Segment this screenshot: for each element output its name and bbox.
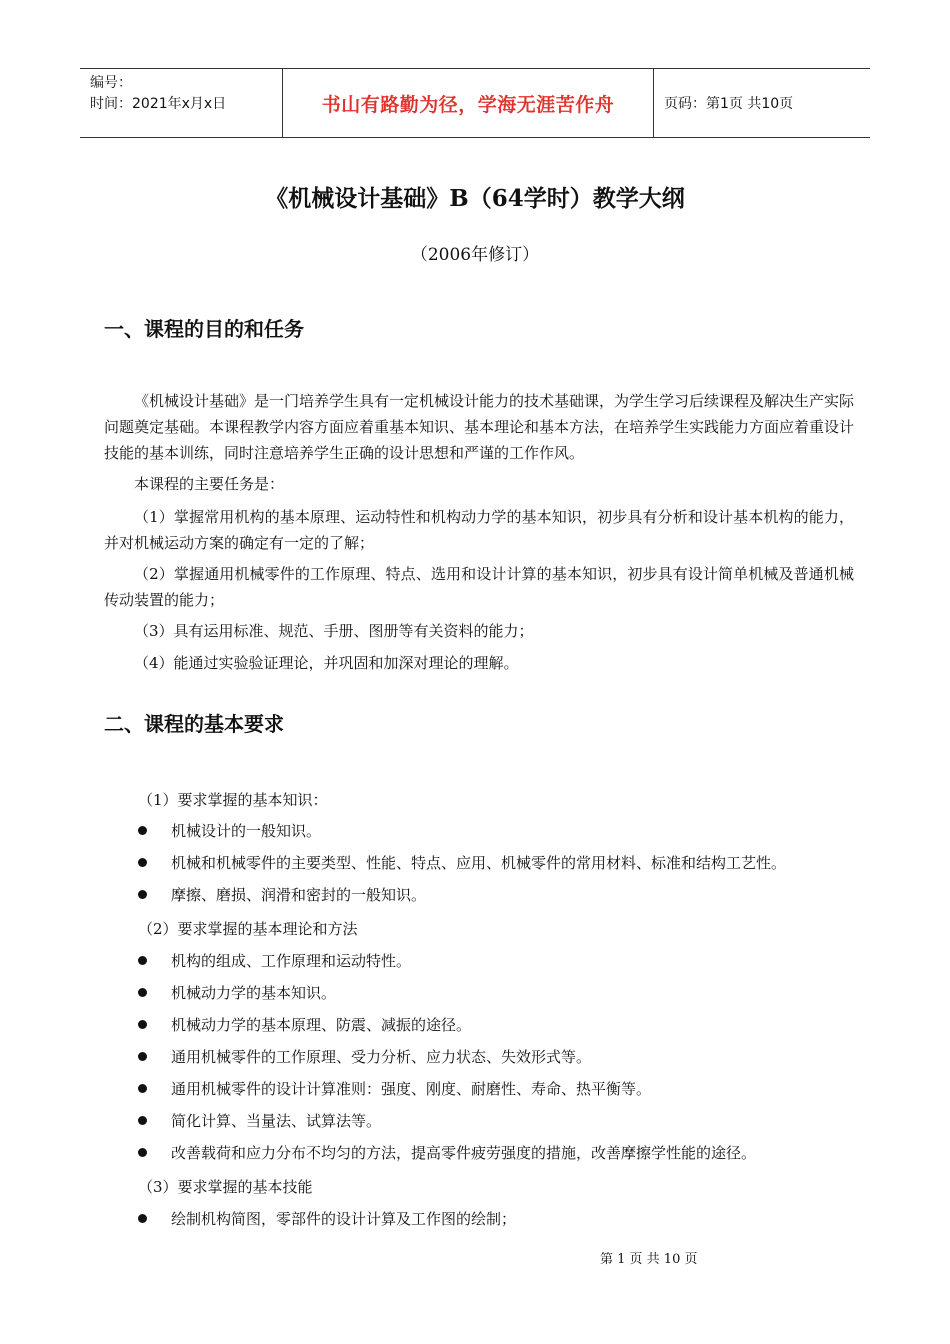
requirement-item-text: 机构的组成、工作原理和运动特性。	[171, 952, 412, 970]
requirement-list-item	[138, 1142, 756, 1163]
header-page-info: 页码：第1页 共10页	[664, 96, 794, 112]
requirement-list-item	[138, 1078, 651, 1099]
requirement-group-title: （2）要求掌握的基本理论和方法	[138, 920, 358, 938]
requirement-list-item	[138, 852, 786, 873]
bullet-icon	[138, 826, 147, 835]
document-title: 《机械设计基础》B（64学时）教学大纲	[265, 185, 685, 212]
bullet-icon	[138, 1084, 147, 1093]
requirement-item-text: 机械动力学的基本原理、防震、减振的途径。	[171, 1016, 472, 1034]
section-heading-1: 一、课程的目的和任务	[104, 317, 304, 341]
bullet-icon	[138, 1214, 147, 1223]
section1-tasks-lead: 本课程的主要任务是：	[134, 475, 285, 493]
section1-intro-paragraph: 《机械设计基础》是一门培养学生具有一定机械设计能力的技术基础课，为学生学习后续课程及解决生产实际问题奠定基础。本课程教学内容方面应着重基本知识、基本理论和基本方法，在培养学生实践能力方面应着重设计技能的基本训练，同时注意培养学生正确的设计思想和严谨的工作作风。	[104, 392, 855, 462]
requirement-list-item	[138, 884, 426, 905]
header-motto: 书山有路勤为径，学海无涯苦作舟	[282, 69, 654, 137]
bullet-icon	[138, 1148, 147, 1157]
bullet-icon	[138, 956, 147, 965]
requirement-list-item	[138, 1110, 381, 1131]
section1-task-item: （2）掌握通用机械零件的工作原理、特点、选用和设计计算的基本知识，初步具有设计简单机械及普通机械传动装置的能力；	[104, 565, 854, 609]
requirement-item-text: 机械设计的一般知识。	[171, 822, 322, 840]
requirement-list-item	[138, 1208, 516, 1229]
header-number-label: 编号：	[90, 75, 132, 91]
requirement-list-item	[138, 1046, 591, 1067]
bullet-icon	[138, 1020, 147, 1029]
requirement-item-text: 通用机械零件的设计计算准则：强度、刚度、耐磨性、寿命、热平衡等。	[171, 1080, 652, 1098]
requirement-group-title: （3）要求掌握的基本技能	[138, 1178, 313, 1196]
requirement-item-text: 机械动力学的基本知识。	[171, 984, 337, 1002]
requirement-list-item	[138, 1014, 471, 1035]
page-header	[80, 68, 870, 138]
requirement-group-title: （1）要求掌握的基本知识：	[138, 791, 328, 809]
bullet-icon	[138, 890, 147, 899]
section1-task-item: （3）具有运用标准、规范、手册、图册等有关资料的能力；	[134, 622, 534, 640]
requirement-item-text: 改善载荷和应力分布不均匀的方法，提高零件疲劳强度的措施，改善摩擦学性能的途径。	[171, 1144, 757, 1162]
section1-task-item: （4）能通过实验验证理论，并巩固和加深对理论的理解。	[134, 654, 519, 672]
requirement-list-item	[138, 950, 411, 971]
requirement-item-text: 简化计算、当量法、试算法等。	[171, 1112, 382, 1130]
header-meta	[80, 69, 282, 137]
requirement-list-item	[138, 982, 336, 1003]
document-subtitle: （2006年修订）	[410, 245, 540, 265]
bullet-icon	[138, 1116, 147, 1125]
requirement-item-text: 绘制机构简图，零部件的设计计算及工作图的绘制；	[171, 1210, 517, 1228]
requirement-list-item	[138, 820, 321, 841]
requirement-item-text: 通用机械零件的工作原理、受力分析、应力状态、失效形式等。	[171, 1048, 592, 1066]
section1-task-item: （1）掌握常用机构的基本原理、运动特性和机构动力学的基本知识，初步具有分析和设计基本机构的能力，并对机械运动方案的确定有一定的了解；	[104, 508, 854, 552]
bullet-icon	[138, 988, 147, 997]
header-time-label: 时间：2021年x月x日	[90, 96, 227, 112]
bullet-icon	[138, 858, 147, 867]
bullet-icon	[138, 1052, 147, 1061]
page-footer-number: 第 1 页 共 10 页	[600, 1252, 698, 1267]
requirement-item-text: 机械和机械零件的主要类型、性能、特点、应用、机械零件的常用材料、标准和结构工艺性。	[171, 854, 787, 872]
section-heading-2: 二、课程的基本要求	[104, 712, 284, 736]
requirement-item-text: 摩擦、磨损、润滑和密封的一般知识。	[171, 886, 427, 904]
